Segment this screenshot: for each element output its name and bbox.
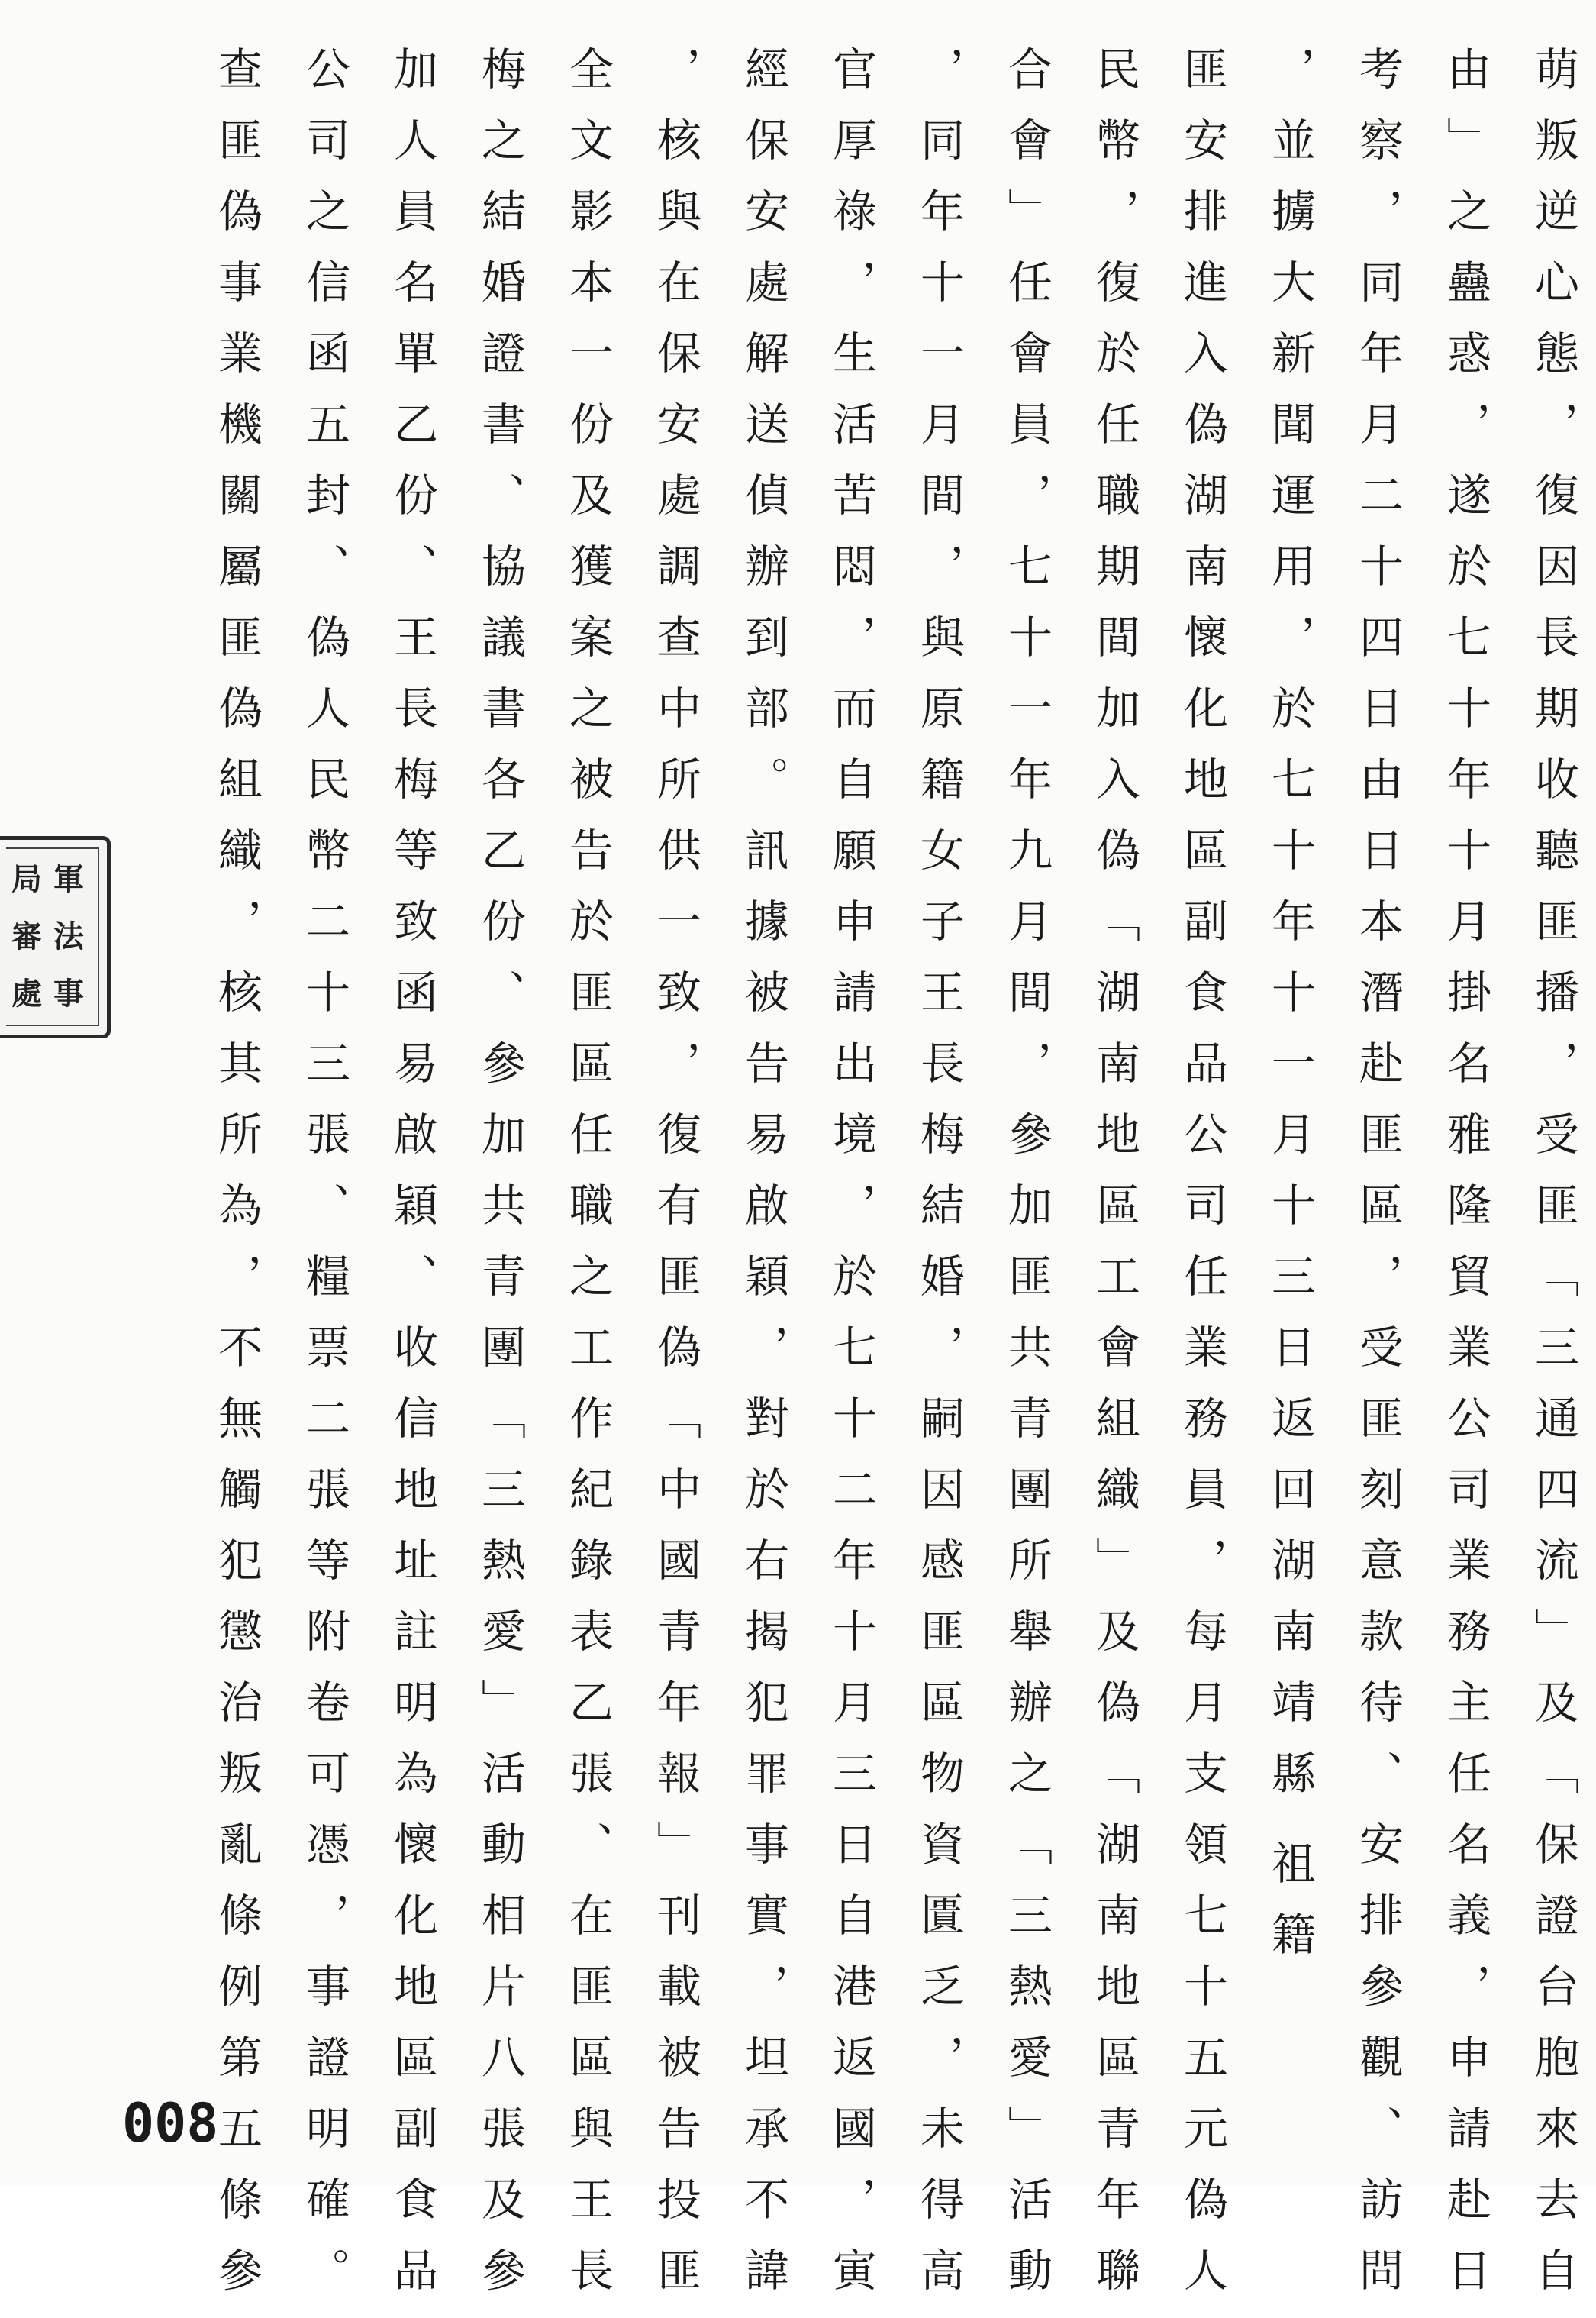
text-column-10: 經保安處解送偵辦到部。訊據被告易啟穎，對於右揭犯罪事實，坦承不諱 — [737, 46, 789, 2318]
text-column-15: 公司之信函五封、偽人民幣二十三張、糧票二張等附卷可憑，事證明確。 — [298, 46, 350, 2318]
text-column-3: 考察，同年月二十四日由日本潛赴匪區，受匪刻意款待、安排參觀、訪問 — [1352, 46, 1404, 2318]
page-number: 008 — [122, 2092, 219, 2155]
text-column-5: 匪安排進入偽湖南懷化地區副食品公司任業務員，每月支領七十五元偽人 — [1176, 46, 1228, 2318]
text-column-1: 萌叛逆心態，復因長期收聽匪播，受匪「三通四流」及「保證台胞來去自 — [1527, 46, 1579, 2318]
text-column-2: 由」之蠱惑，遂於七十年十月掛名雅隆貿業公司業務主任名義，申請赴日 — [1440, 46, 1491, 2318]
text-column-12: 全文影本一份及獲案之被告於匪區任職之工作紀錄表乙張、在匪區與王長 — [562, 46, 614, 2318]
seal-char: 事 — [53, 977, 84, 1012]
text-column-13: 梅之結婚證書、協議書各乙份、參加共青團「三熱愛」活動相片八張及參 — [474, 46, 526, 2318]
text-column-8: ，同年十一月間，與原籍女子王長梅結婚，嗣因感匪區物資匱乏，未得高 — [913, 46, 965, 2318]
seal-char: 處 — [11, 977, 42, 1012]
seal-stamp — [0, 836, 111, 1038]
seal-char: 局 — [11, 862, 42, 897]
text-column-7: 合會」任會員，七十一年九月間，參加匪共青團所舉辦之「三熱愛」活動 — [1001, 46, 1053, 2318]
margin-annotation: 祖籍 — [1264, 1840, 1316, 1982]
text-column-9: 官厚祿，生活苦悶，而自願申請出境，於七十二年十月三日自港返國，寅 — [825, 46, 877, 2318]
seal-char: 軍 — [53, 862, 84, 897]
text-column-14: 加人員名單乙份、王長梅等致函易啟穎、收信地址註明為懷化地區副食品 — [386, 46, 438, 2318]
text-column-4: ，並擄大新聞運用，於七十年十一月十三日返回湖南靖縣 — [1264, 46, 1316, 1821]
seal-char: 審 — [11, 919, 42, 954]
text-column-11: ，核與在保安處調查中所供一致，復有匪偽「中國青年報」刊載被告投匪 — [650, 46, 701, 2318]
text-column-6: 民幣，復於任職期間加入偽「湖南地區工會組織」及偽「湖南地區青年聯 — [1088, 46, 1140, 2318]
seal-char: 法 — [53, 919, 84, 954]
text-column-16: 查匪偽事業機關屬匪偽組織，核其所為，不無觸犯懲治叛亂條例第五條參 — [211, 46, 263, 2318]
